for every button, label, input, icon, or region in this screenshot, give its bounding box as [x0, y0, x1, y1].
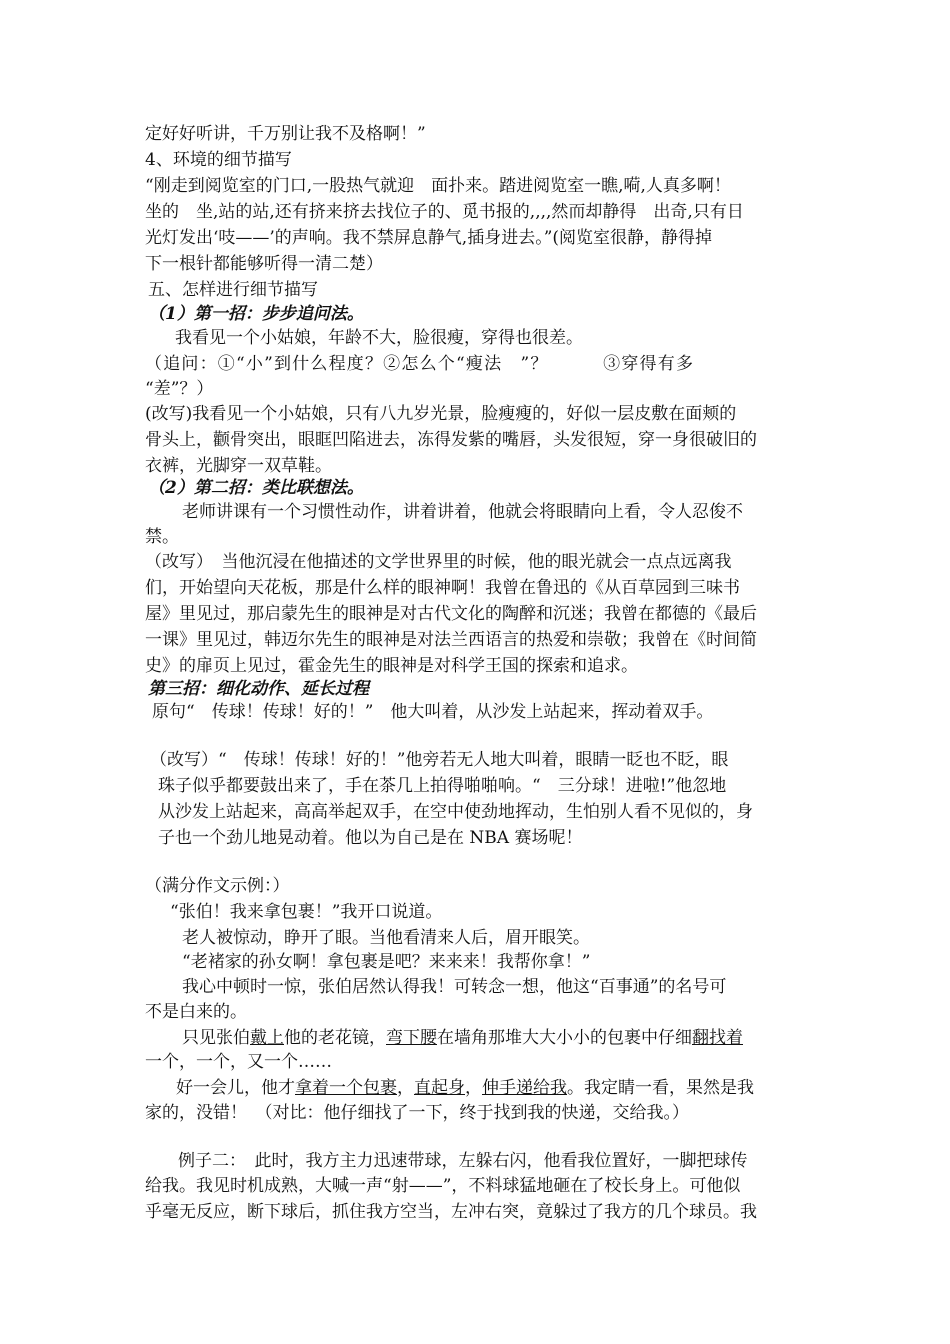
- text-line: 骨头上，颧骨突出，眼眶凹陷进去，冻得发紫的嘴唇，头发很短，穿一身很破旧的: [145, 430, 757, 450]
- text-line: 例子二： 此时，我方主力迅速带球，左躲右闪，他看我位置好，一脚把球传: [178, 1151, 748, 1171]
- text-line: 一个，一个，又一个……: [145, 1052, 332, 1072]
- text-line: （改写）“ 传球！传球！好的！”他旁若无人地大叫着，眼睛一眨也不眨，眼: [150, 750, 729, 770]
- text-run: ，: [397, 1078, 414, 1098]
- text-run: 在墙角那堆大大小小的包裹中仔细: [437, 1028, 692, 1048]
- text-line: 史》的扉页上见过，霍金先生的眼神是对科学王国的探索和追求。: [145, 656, 638, 676]
- text-line: 原句“ 传球！传球！好的！” 他大叫着，从沙发上站起来，挥动着双手。: [152, 702, 714, 722]
- text-line: 屋》里见过，那启蒙先生的眼神是对古代文化的陶醉和沉迷；我曾在都德的《最后: [145, 604, 757, 624]
- underlined-action: 戴上: [250, 1028, 284, 1048]
- text-line: 乎毫无反应，断下球后，抓住我方空当，左冲右突，竟躲过了我方的几个球员。我: [145, 1202, 757, 1222]
- text-line: 衣裤，光脚穿一双草鞋。: [145, 456, 332, 476]
- underlined-action: 翻找着: [692, 1028, 743, 1048]
- text-line: [176, 1076, 810, 1101]
- text-run: 。我定睛一看，果然是我: [567, 1078, 754, 1098]
- text-line: 定好好听讲，千万别让我不及格啊！”: [145, 124, 426, 144]
- text-line: 给我。我见时机成熟，大喊一声“射——”，不料球猛地砸在了校长身上。可他似: [145, 1176, 741, 1196]
- text-line: （满分作文示例：）: [145, 876, 290, 896]
- underlined-action: 直起身: [414, 1078, 465, 1098]
- text-line: “张伯！我来拿包裹！”我开口说道。: [170, 902, 443, 922]
- section-heading: 五、怎样进行细节描写: [148, 280, 318, 300]
- text-line: 珠子似乎都要鼓出来了，手在茶几上拍得啪啪响。“ 三分球！进啦!”他忽地: [158, 776, 727, 796]
- text-line: 老人被惊动，睁开了眼。当他看清来人后，眉开眼笑。: [182, 928, 590, 948]
- method-heading: 第三招：细化动作、延长过程: [148, 679, 369, 699]
- text-line: 坐的 坐,站的站,还有挤来挤去找位子的、觅书报的,,,,然而却静得 出奇,只有日: [145, 202, 744, 222]
- text-run: 只见张伯: [182, 1028, 250, 1048]
- text-line: （改写） 当他沉浸在他描述的文学世界里的时候，他的眼光就会一点点远离我: [145, 552, 732, 572]
- text-line: “刚走到阅览室的门口,一股热气就迎 面扑来。踏进阅览室一瞧,嗬,人真多啊！: [145, 176, 731, 196]
- method-heading: （2）第二招：类比联想法。: [148, 478, 364, 498]
- text-run: 他的老花镜，: [284, 1028, 386, 1048]
- text-line: 老师讲课有一个习惯性动作，讲着讲着，他就会将眼睛向上看，令人忍俊不: [182, 502, 743, 522]
- text-line: 禁。: [145, 527, 179, 547]
- method-heading: （1）第一招：步步追问法。: [148, 304, 364, 324]
- text-line: （追问：①“小”到什么程度？②怎么个“瘦法 ”？ ③穿得有多: [145, 354, 695, 374]
- underlined-action: 伸手递给我: [482, 1078, 567, 1098]
- text-line: 我看见一个小姑娘，年龄不大，脸很瘦，穿得也很差。: [175, 328, 583, 348]
- text-line: 下一根针都能够听得一清二楚）: [145, 254, 383, 274]
- text-line: 一课》里见过，韩迈尔先生的眼神是对法兰西语言的热爱和崇敬；我曾在《时间简: [145, 630, 757, 650]
- section-heading: 4、环境的细节描写: [145, 150, 292, 170]
- text-line: 从沙发上站起来，高高举起双手，在空中使劲地挥动，生怕别人看不见似的，身: [158, 802, 753, 822]
- underlined-action: 拿着一个包裹: [295, 1078, 397, 1098]
- text-run: 好一会儿，他才: [176, 1078, 295, 1098]
- text-line: 我心中顿时一惊，张伯居然认得我！可转念一想，他这“百事通”的名号可: [182, 977, 727, 997]
- text-line: 光灯发出‘吱——’的声响。我不禁屏息静气,插身进去。”(阅览室很静，静得掉: [145, 228, 713, 248]
- text-line: 家的，没错！ （对比：他仔细找了一下，终于找到我的快递，交给我。）: [145, 1103, 689, 1123]
- text-line: 不是白来的。: [145, 1002, 247, 1022]
- text-run: ，: [465, 1078, 482, 1098]
- text-line: “差”？）: [145, 379, 214, 399]
- text-line: 们，开始望向天花板，那是什么样的眼神啊！我曾在鲁迅的《从百草园到三味书: [145, 578, 740, 598]
- underlined-action: 弯下腰: [386, 1028, 437, 1048]
- text-line: (改写)我看见一个小姑娘，只有八九岁光景，脸瘦瘦的，好似一层皮敷在面颊的: [145, 404, 737, 424]
- text-line: 子也一个劲儿地晃动着。他以为自己是在 NBA 赛场呢！: [158, 828, 583, 848]
- text-line: [182, 1026, 810, 1051]
- text-line: “老褚家的孙女啊！拿包裹是吧？来来来！我帮你拿！”: [182, 952, 591, 972]
